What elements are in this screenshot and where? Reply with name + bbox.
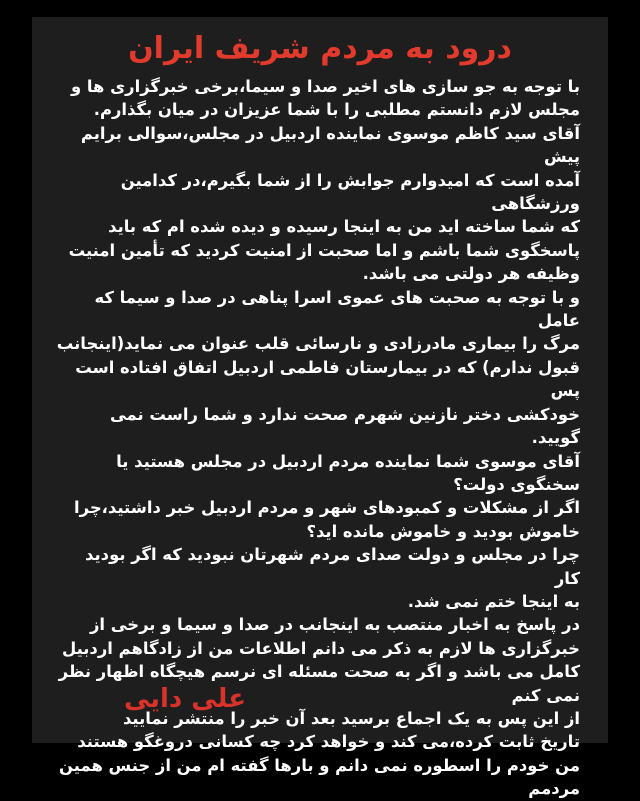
- body-line: پاسخگوی شما باشم و اما صحبت از امنیت کردید که تأمین امنیت: [68, 240, 580, 260]
- body-line: تاریخ ثابت کرده،می کند و خواهد کرد چه کسانی دروغگو هستند: [77, 732, 580, 752]
- body-line: مردمم: [528, 779, 580, 799]
- body-line: و با توجه به صحبت های عموی اسرا پناهی در صدا و سیما که عامل: [94, 287, 580, 331]
- body-line: کامل می باشد و اگر به صحت مسئله ای نرسم هیچگاه اظهار نظر: [58, 662, 580, 682]
- body-line: مجلس لازم دانستم مطلبی را با شما عزیزان در میان بگذارم.: [93, 100, 580, 120]
- body-line: خبرگزاری ها لازم به ذکر می دانم اطلاعات من از زادگاهم اردبیل: [61, 638, 580, 658]
- body-line: نمی کنم: [511, 685, 580, 705]
- body-line: آقای موسوی شما نماینده مردم اردبیل در مجلس هستید یا: [116, 451, 580, 471]
- body-line: خودکشی دختر نازنین شهرم صحت ندارد و شما راست نمی گویید.: [109, 404, 580, 448]
- body-line: آقای سید کاظم موسوی نماینده اردبیل در مجلس،سوالی برایم پیش: [80, 123, 580, 167]
- body-line: که شما ساخته اید من به اینجا رسیده و دیده شده ام که باید: [108, 217, 580, 237]
- body-line: مرگ را بیماری مادرزادی و نارسائی قلب عنوان می نماید(اینجانب: [56, 334, 580, 354]
- statement-title: درود به مردم شریف ایران: [128, 31, 512, 66]
- body-line: قبول ندارم) که در بیمارستان فاطمی اردبیل اتفاق افتاده است پس: [75, 357, 580, 401]
- body-line: خاموش بودید و خاموش مانده اید؟: [306, 521, 580, 541]
- body-line: چرا در مجلس و دولت صدای مردم شهرتان نبودید که اگر بودید کار: [85, 545, 580, 588]
- body-line: با توجه به جو سازی های اخیر صدا و سیما،برخی خبرگزاری ها و: [71, 77, 580, 96]
- body-line: به اینجا ختم نمی شد.: [407, 591, 580, 611]
- body-line: اگر از مشکلات و کمبودهای شهر و مردم اردبیل خبر داشتید،چرا: [74, 498, 580, 518]
- body-line: آمده است که امیدوارم جوابش را از شما بگیرم،در کدامین ورزشگاهی: [120, 170, 580, 214]
- body-line: از این پس به یک اجماع برسید بعد آن خبر را منتشر نمایید: [122, 708, 580, 728]
- author-signature: علی دایی: [123, 684, 246, 714]
- body-line: در پاسخ به اخبار منتصب به اینجانب در صدا و سیما و برخی از: [89, 615, 580, 635]
- body-line: وظیفه هر دولتی می باشد.: [362, 264, 580, 284]
- body-line: سخنگوی دولت؟: [453, 474, 580, 494]
- statement-panel: [32, 17, 608, 799]
- body-line: من خودم را اسطوره نمی دانم و بارها گفته ام من از جنس همین: [59, 755, 580, 775]
